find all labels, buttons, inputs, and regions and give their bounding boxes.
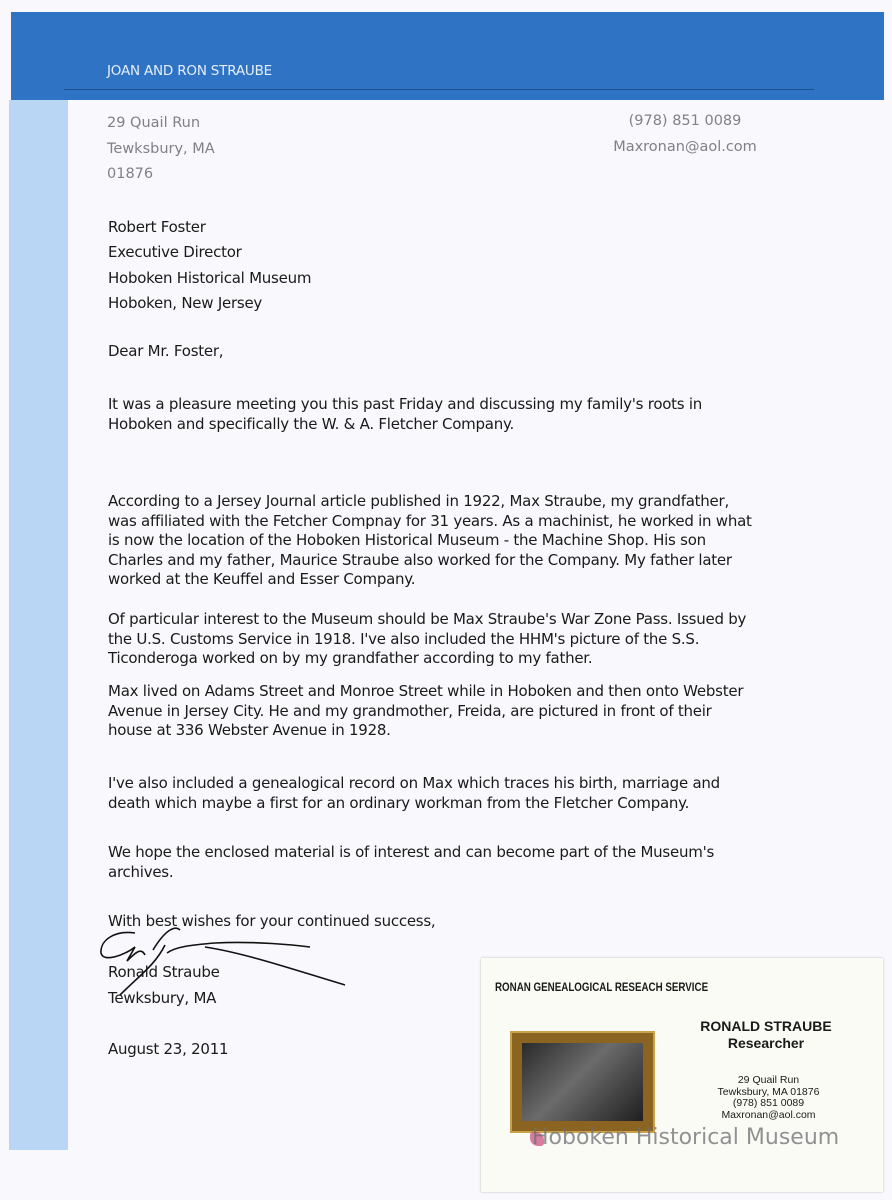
card-name: RONALD STRAUBE [700,1018,832,1034]
signature [95,925,355,995]
text-line: Maxronan@aol.com [721,1108,816,1121]
letterhead-title: JOAN AND RON STRAUBE [107,63,272,79]
business-card [481,958,883,1192]
text-line: was affiliated with the Fetcher Compnay for 31 years. As a machinist, he worked in what [108,511,752,530]
card-role: Researcher [727,1035,805,1051]
address-line: 29 Quail Run [107,115,201,131]
text-line: Max lived on Adams Street and Monroe Street while in Hoboken and then onto Webster [108,682,744,700]
sender-address [107,111,215,188]
sender-phone: (978) 851 0089 [628,113,742,129]
text-line: It was a pleasure meeting you this past Friday and discussing my family's roots in [108,395,703,413]
salutation: Dear Mr. Foster, [108,342,224,360]
recipient-line: Hoboken Historical Museum [108,268,312,287]
paragraph [108,610,746,669]
text-line: Charles and my father, Maurice Straube also worked for the Company. My father later [108,550,732,569]
paragraph [108,492,752,590]
text-line: 29 Quail Run [737,1074,800,1086]
text-line: house at 336 Webster Avenue in 1928. [108,721,391,740]
text-line: the U.S. Customs Service in 1918. I've also included the HHM's picture of the S.S. [108,629,700,648]
recipient-line: Executive Director [108,243,242,262]
text-line: I've also included a genealogical record on Max which traces his birth, marriage and [108,774,720,792]
address-line: Tewksbury, MA [107,140,215,157]
card-name-block [661,1018,871,1052]
letterhead-rule [64,89,814,90]
closing: With best wishes for your continued success, [108,912,436,930]
text-line: archives. [108,862,174,881]
signer-name: Ronald Straube [108,963,220,981]
text-line: Ticonderoga worked on by my grandfather according to my father. [108,649,593,668]
text-line: According to a Jersey Journal article published in 1922, Max Straube, my grandfather, [108,492,729,510]
sender-email: Maxronan@aol.com [613,138,757,155]
photo-image [522,1043,643,1121]
recipient-block [108,215,311,316]
paragraph [108,843,714,882]
watermark: Hoboken Historical Museum [532,1125,840,1150]
paragraph [108,774,720,813]
signer-location: Tewksbury, MA [108,989,217,1007]
letter-date: August 23, 2011 [108,1040,229,1058]
recipient-line: Robert Foster [108,218,206,236]
framed-photo [510,1031,655,1133]
letterhead-band [11,12,884,100]
text-line: (978) 851 0089 [732,1097,805,1109]
text-line: Of particular interest to the Museum should be Max Straube's War Zone Pass. Issued by [108,610,747,628]
text-line: worked at the Keuffel and Esser Company. [108,570,416,589]
card-contact [671,1075,866,1121]
text-line: is now the location of the Hoboken Historical Museum - the Machine Shop. His son [108,531,706,550]
card-organization: RONAN GENEALOGICAL RESEACH SERVICE [495,982,709,994]
recipient-line: Hoboken, New Jersey [108,293,263,312]
address-line: 01876 [107,166,154,182]
sender-contact [600,109,770,160]
text-line: We hope the enclosed material is of interest and can become part of the Museum's [108,843,715,861]
paragraph [108,682,743,741]
side-stripe [9,100,68,1150]
text-line: death which maybe a first for an ordinary workman from the Fletcher Company. [108,793,690,812]
text-line: Hoboken and specifically the W. & A. Fletcher Company. [108,414,514,433]
text-line: Avenue in Jersey City. He and my grandmother, Freida, are pictured in front of their [108,701,712,720]
text-line: Tewksbury, MA 01876 [717,1085,820,1098]
paragraph [108,395,702,434]
